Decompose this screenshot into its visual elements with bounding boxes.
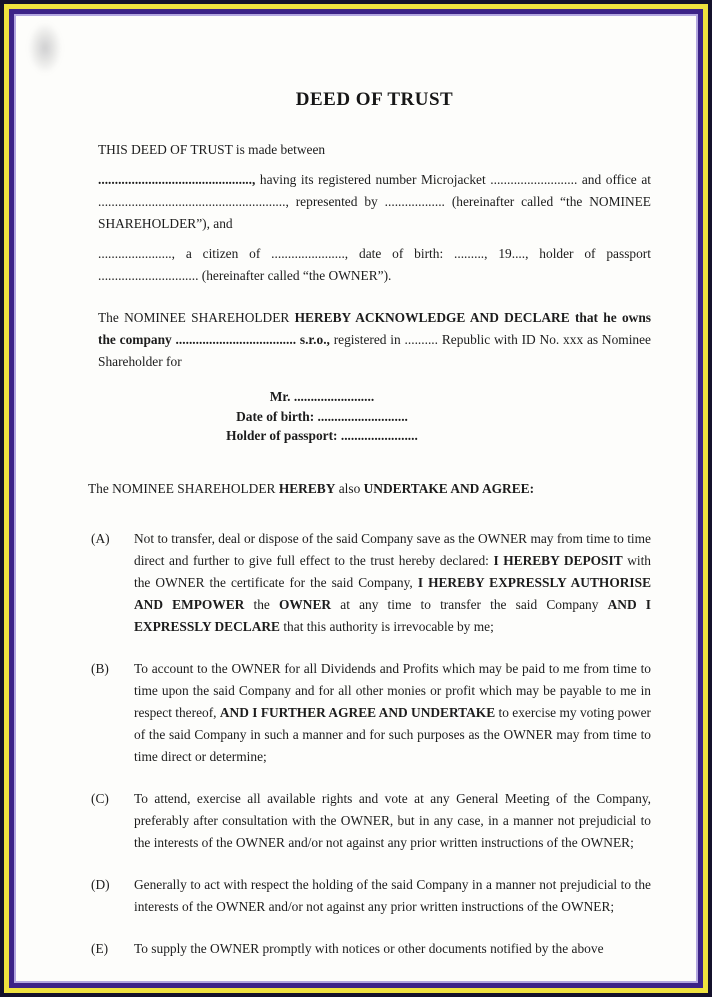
clause-body: Not to transfer, deal or dispose of the said Company save as the OWNER may from time to time direct and further to give full effect to the trust hereby declared: I HEREBY DEPOSIT with the OWNER the certificate for the said Company, I HEREBY EXPRESSLY AUTHORISE AND EMPOWER the OWNER at any time to transfer the said Company AND I EXPRESSLY DECLARE that this authority is irrevocable by me; bbox=[134, 530, 651, 634]
clause-label: (C) bbox=[91, 790, 109, 806]
clause-label: (E) bbox=[91, 940, 109, 956]
owner-name-line: Mr. ........................ bbox=[269, 389, 375, 404]
clause-label: (A) bbox=[91, 530, 110, 546]
party-nominee-paragraph: .............................................., having its registered number Microjacket .......................... and office at ........................................................, represented by .................. (hereinafter called “the NOMINEE SHAREHOLDER”), and bbox=[98, 172, 651, 231]
document-content bbox=[16, 88, 696, 960]
clause bbox=[91, 874, 651, 918]
clause-body: To account to the OWNER for all Dividends and Profits which may be paid to me from time to time upon the said Company and for all other monies or profit which may be payable to me in respect thereof, AND I FURTHER AGREE AND UNDERTAKE to exercise my voting power of the said Company in such a manner and for such purposes as the OWNER may from time to time direct or determine; bbox=[134, 660, 651, 764]
owner-details-block bbox=[98, 387, 546, 446]
undertake-heading: The NOMINEE SHAREHOLDER HEREBY also UNDERTAKE AND AGREE: bbox=[88, 480, 535, 496]
clause-label: (D) bbox=[91, 876, 110, 892]
owner-birth-line: Date of birth: ........................... bbox=[236, 408, 408, 424]
document-title: DEED OF TRUST bbox=[295, 89, 454, 110]
party-owner-paragraph: ......................, a citizen of ......................, date of birth: ........., 19...., holder of passport .............................. (hereinafter called “the OWNER”). bbox=[98, 246, 651, 283]
owner-passport-line: Holder of passport: ....................... bbox=[226, 428, 418, 443]
clause-label: (B) bbox=[91, 660, 109, 676]
clause bbox=[91, 658, 651, 768]
decorative-border-lavender bbox=[14, 14, 698, 983]
acknowledgement-paragraph: The NOMINEE SHAREHOLDER HEREBY ACKNOWLEDGE AND DECLARE that he owns the company .................................... s.r.o., registered in .......... Republic with ID No. xxx as Nominee Shareholder for bbox=[98, 310, 651, 369]
clause bbox=[91, 938, 651, 960]
scan-artifact bbox=[28, 22, 62, 74]
clause bbox=[91, 528, 651, 638]
clause-body: To attend, exercise all available rights and vote at any General Meeting of the Company, preferably after consultation with the OWNER, but in any case, in a manner not prejudicial to the interests of the OWNER and/or not against any prior written instructions of the OWNER; bbox=[134, 790, 651, 850]
clause-body: Generally to act with respect the holding of the said Company in a manner not prejudicial to the interests of the OWNER and/or not against any prior written instructions of the OWNER; bbox=[134, 876, 651, 914]
opening-line: THIS DEED OF TRUST is made between bbox=[98, 142, 326, 157]
clause bbox=[91, 788, 651, 854]
clause-body: To supply the OWNER promptly with notices or other documents notified by the above bbox=[134, 940, 604, 956]
decorative-border-purple bbox=[9, 9, 703, 988]
document-page bbox=[16, 16, 696, 981]
decorative-border-yellow bbox=[4, 4, 708, 993]
clauses-list bbox=[91, 528, 651, 960]
